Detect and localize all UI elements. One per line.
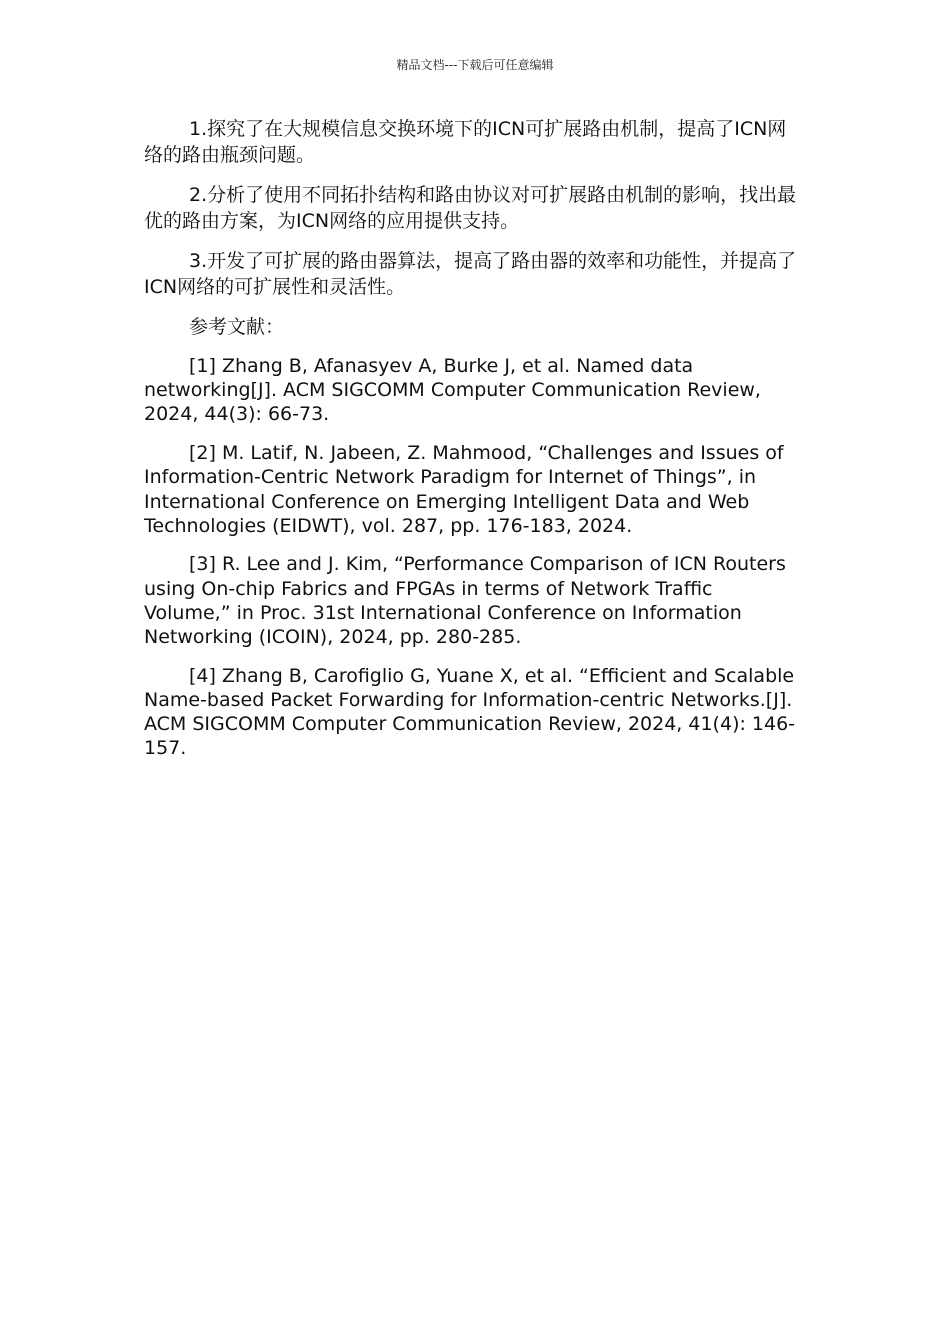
reference-3: [3] R. Lee and J. Kim, “Performance Comparison of ICN Routers using On-chip Fabrics and FPGAs in terms of Network Traffic Volume,” in Proc. 31st International Conference on Information Networking (ICOIN), 2024, pp. 280-285. [144, 553, 786, 649]
contribution-point-2: 2.分析了使用不同拓扑结构和路由协议对可扩展路由机制的影响，找出最优的路由方案，为ICN网络的应用提供支持。 [144, 184, 797, 232]
references-heading: 参考文献： [189, 316, 285, 338]
reference-1: [1] Zhang B, Afanasyev A, Burke J, et al. Named data networking[J]. ACM SIGCOMM Computer Communication Review, 2024, 44(3): 66-73. [144, 355, 761, 426]
reference-4: [4] Zhang B, Carofiglio G, Yuane X, et al. “Efficient and Scalable Name-based Packet Forwarding for Information-centric Networks.[J]. ACM SIGCOMM Computer Communication Review, 2024, 41(4): 146-157. [144, 664, 796, 760]
contribution-point-1: 1.探究了在大规模信息交换环境下的ICN可扩展路由机制，提高了ICN网络的路由瓶颈问题。 [144, 118, 787, 166]
document-body [144, 116, 804, 775]
contribution-point-3: 3.开发了可扩展的路由器算法，提高了路由器的效率和功能性，并提高了ICN网络的可扩展性和灵活性。 [144, 250, 797, 298]
reference-2: [2] M. Latif, N. Jabeen, Z. Mahmood, “Challenges and Issues of Information-Centric Network Paradigm for Internet of Things”, in International Conference on Emerging Intelligent Data and Web Technologies (EIDWT), vol. 287, pp. 176-183, 2024. [144, 442, 784, 537]
page-header: 精品文档---下载后可任意编辑 [396, 58, 554, 72]
